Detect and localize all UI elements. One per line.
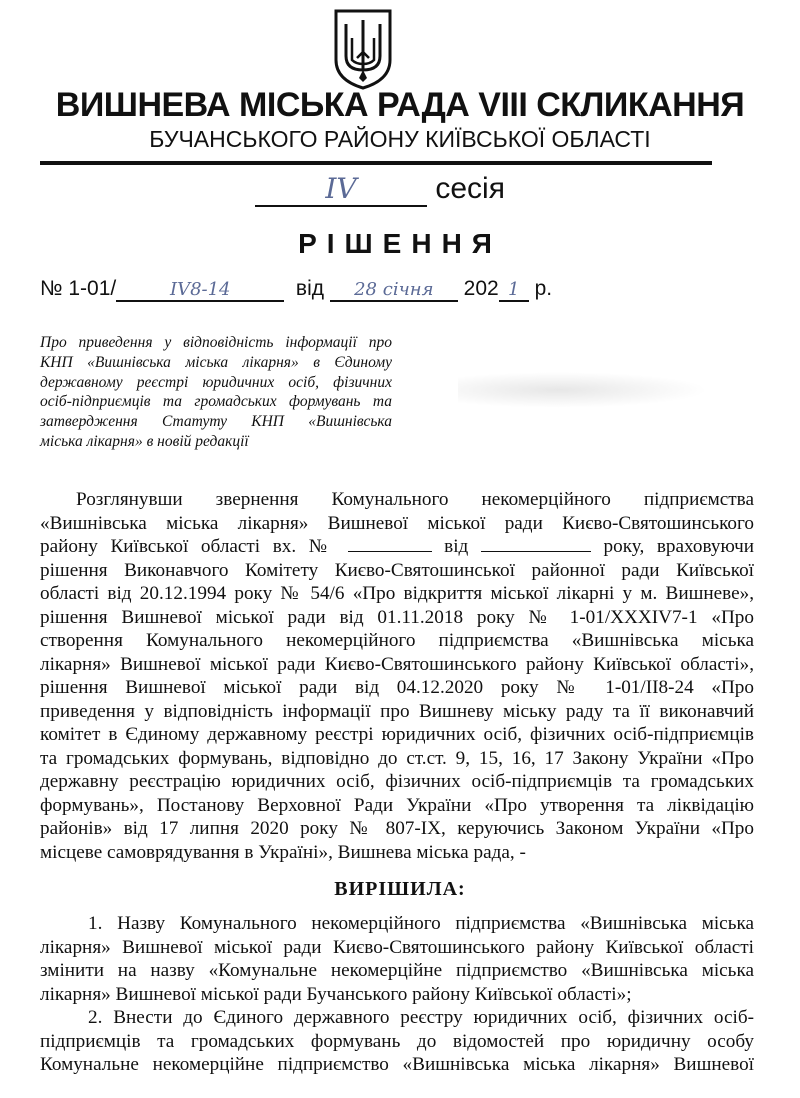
tryzub-coat-of-arms-icon xyxy=(332,8,394,90)
decision-date-handwritten: 28 січня xyxy=(354,279,434,300)
date-prefix: від xyxy=(295,277,324,300)
preamble-line: формувань», Постанову Верховної Ради України «Про утворення та ліквідацію xyxy=(40,794,754,816)
preamble-line: області від 20.12.1994 року № 54/6 «Про відкриття міської лікарні у м. Вишневе», xyxy=(40,583,754,604)
decision-date xyxy=(330,279,458,302)
preamble xyxy=(40,488,754,864)
decision-title: РІШЕННЯ xyxy=(298,228,502,259)
council-title: ВИШНЕВА МІСЬКА РАДА VIII СКЛИКАННЯ xyxy=(55,86,745,124)
preamble-line: «Вишнівська міська лікарня» Вишневої міської ради Києво-Святошинського xyxy=(40,512,754,534)
session-row xyxy=(255,172,505,212)
subject-line: міська лікарня» в новій редакції xyxy=(40,432,249,450)
preamble-line: лікарня» Вишневої міської ради Києво-Святошинського району Київської області», xyxy=(40,653,754,675)
item-line: 2. Внести до Єдиного державного реєстру юридичних осіб, фізичних осіб- xyxy=(88,1007,754,1028)
item-line: 1. Назву Комунального некомерційного підприємства «Вишнівська міська xyxy=(88,913,754,934)
faded-stamp-mark xyxy=(458,372,708,408)
decision-items xyxy=(40,912,754,1077)
preamble-line: рішення Вишневої міської ради від 01.11.2018 року № 1-01/XXXIV7-1 «Про xyxy=(40,606,754,628)
item-line: лікарня» Вишневої міської ради Бучанського району Київської області»; xyxy=(40,983,632,1005)
item-line: змінити на назву «Комунальне некомерційне підприємство «Вишнівська міська xyxy=(40,960,754,981)
session-label: сесія xyxy=(435,172,505,205)
number-prefix: № 1-01/ xyxy=(40,277,117,300)
subject-line: Про приведення у відповідність інформації про xyxy=(40,334,392,351)
resolved-heading: ВИРІШИЛА: xyxy=(334,878,466,900)
preamble-fragment: року, враховуючи xyxy=(603,536,754,557)
council-subtitle: БУЧАНСЬКОГО РАЙОНУ КИЇВСЬКОЇ ОБЛАСТІ xyxy=(149,126,651,152)
preamble-line: комітет в Єдиному державному реєстрі юридичних осіб, фізичних осіб-підприємців xyxy=(40,724,754,745)
preamble-line: місцеве самоврядування в Україні», Вишнева міська рада, - xyxy=(40,841,526,863)
decision-number-row xyxy=(40,277,552,302)
subject-line: осіб-підприємців та громадських формувань та xyxy=(40,393,392,411)
year-suffix: р. xyxy=(534,277,553,300)
preamble-line: та громадських формувань, відповідно до ст.ст. 9, 15, 16, 17 Закону України «Про xyxy=(40,747,754,769)
decision-number-handwritten: IV8-14 xyxy=(169,279,231,300)
item-line: Комунальне некомерційне підприємство «Вишнівська міська лікарня» Вишневої xyxy=(40,1054,754,1075)
subject-line: затвердження Статуту КНП «Вишнівська xyxy=(40,413,392,431)
year-prefix: 202 xyxy=(463,277,499,300)
item-line: підприємців та громадських формувань до відомостей про юридичну особу xyxy=(40,1030,754,1052)
preamble-line: рішення Виконавчого Комітету Києво-Святошинської районної ради Київської xyxy=(40,559,754,581)
preamble-line-with-blanks xyxy=(40,535,754,559)
decision-number xyxy=(116,279,284,302)
incoming-number-blank xyxy=(348,535,432,552)
preamble-line: створення Комунального некомерційного підприємства «Вишнівська міська xyxy=(40,630,754,651)
incoming-date-blank xyxy=(481,535,591,552)
preamble-line: районів» від 17 липня 2020 року № 807-IX, керуючись Законом України «Про xyxy=(40,818,754,839)
decision-year-handwritten: 1 xyxy=(507,279,520,300)
preamble-fragment: від xyxy=(444,536,469,557)
preamble-line: Розглянувши звернення Комунального некомерційного підприємства xyxy=(76,489,754,510)
session-number: IV xyxy=(255,172,427,207)
decision-subject xyxy=(40,333,392,452)
header-divider xyxy=(40,161,712,165)
item-line: лікарня» Вишневої міської ради Києво-Святошинського району Київської області xyxy=(40,936,754,958)
decision-year xyxy=(499,279,529,302)
preamble-line: державну реєстрацію юридичних осіб, фізичних осіб-підприємців та громадських xyxy=(40,771,754,792)
subject-line: державному реєстрі юридичних осіб, фізичних xyxy=(40,373,392,391)
subject-line: КНП «Вишнівська міська лікарня» в Єдиному xyxy=(40,353,392,371)
preamble-line: рішення Вишневої міської ради від 04.12.2020 року № 1-01/II8-24 «Про xyxy=(40,677,754,698)
preamble-fragment: району Київської області вх. № xyxy=(40,536,335,557)
preamble-line: приведення у відповідність інформації про Вишневу міську раду та її виконавчий xyxy=(40,700,754,722)
